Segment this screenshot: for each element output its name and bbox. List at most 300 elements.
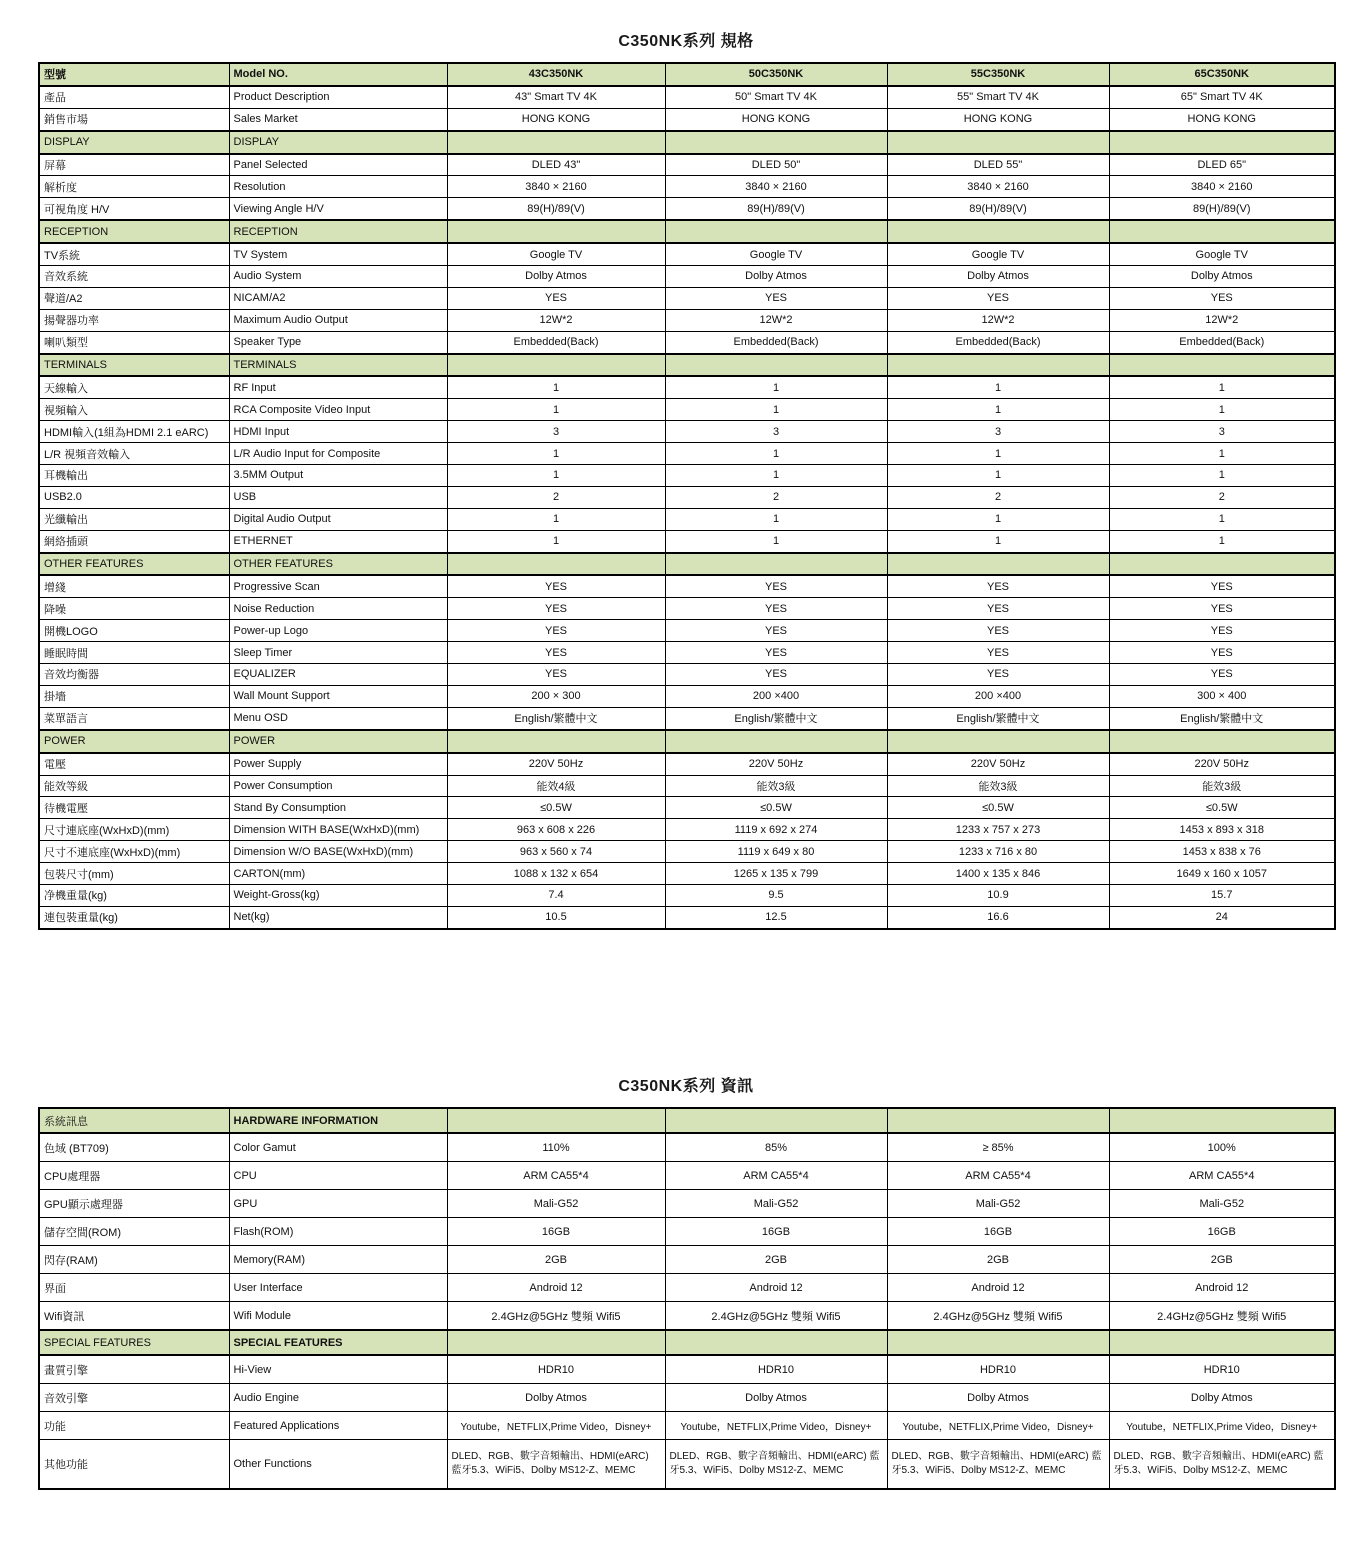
cell-memory-ram-en: Memory(RAM) <box>229 1246 447 1274</box>
cell-ethernet-value-0: 1 <box>447 530 665 552</box>
cell-model-header-value-0: 43C350NK <box>447 63 665 86</box>
cell-hardware-section-value-3 <box>1109 1108 1335 1133</box>
cell-menu-osd-value-1: English/繁體中文 <box>665 707 887 729</box>
cell-ethernet-en: ETHERNET <box>229 530 447 552</box>
cell-panel-selected-value-0: DLED 43" <box>447 154 665 176</box>
cell-weight-net-value-1: 12.5 <box>665 906 887 928</box>
cell-power-up-logo-value-1: YES <box>665 620 887 642</box>
cell-terminals-section-en: TERMINALS <box>229 354 447 377</box>
cell-reception-section-zh: RECEPTION <box>39 220 229 243</box>
cell-speaker-type-value-1: Embedded(Back) <box>665 331 887 353</box>
table-row-flash-rom <box>39 1218 1335 1246</box>
cell-other-features-section-value-0 <box>447 553 665 576</box>
cell-cpu-value-3: ARM CA55*4 <box>1109 1162 1335 1190</box>
cell-power-consumption-value-3: 能效3級 <box>1109 775 1335 797</box>
cell-speaker-type-zh: 喇叭類型 <box>39 331 229 353</box>
cell-rca-composite-input-value-1: 1 <box>665 399 887 421</box>
cell-rf-input-value-1: 1 <box>665 376 887 398</box>
cell-wifi-module-value-0: 2.4GHz@5GHz 雙頻 Wifi5 <box>447 1302 665 1331</box>
cell-display-section-value-0 <box>447 131 665 154</box>
cell-model-header-value-1: 50C350NK <box>665 63 887 86</box>
cell-progressive-scan-value-2: YES <box>887 575 1109 597</box>
cell-power-section-value-3 <box>1109 730 1335 753</box>
cell-other-functions-value-2: DLED、RGB、數字音頻輸出、HDMI(eARC) 藍牙5.3、WiFi5、Dolby MS12-Z、MEMC <box>887 1440 1109 1490</box>
cell-resolution-value-1: 3840 × 2160 <box>665 176 887 198</box>
cell-weight-gross-en: Weight-Gross(kg) <box>229 884 447 906</box>
cell-gpu-zh: GPU顯示處理器 <box>39 1190 229 1218</box>
cell-resolution-value-3: 3840 × 2160 <box>1109 176 1335 198</box>
cell-color-gamut-en: Color Gamut <box>229 1133 447 1162</box>
table-row-power-consumption <box>39 775 1335 797</box>
cell-other-features-section-value-2 <box>887 553 1109 576</box>
cell-viewing-angle-zh: 可視角度 H/V <box>39 198 229 220</box>
cell-featured-apps-value-3: Youtube，NETFLIX,Prime Video，Disney+ <box>1109 1412 1335 1440</box>
cell-panel-selected-zh: 屏幕 <box>39 154 229 176</box>
cell-sleep-timer-en: Sleep Timer <box>229 642 447 664</box>
cell-memory-ram-value-2: 2GB <box>887 1246 1109 1274</box>
cell-power-section-value-1 <box>665 730 887 753</box>
cell-dimension-with-base-value-1: 1119 x 692 x 274 <box>665 819 887 841</box>
cell-menu-osd-value-3: English/繁體中文 <box>1109 707 1335 729</box>
table-row-cpu <box>39 1162 1335 1190</box>
table-row-tv-system <box>39 243 1335 265</box>
cell-digital-audio-output-value-3: 1 <box>1109 508 1335 530</box>
cell-digital-audio-output-value-1: 1 <box>665 508 887 530</box>
table-row-menu-osd <box>39 707 1335 729</box>
cell-terminals-section-value-2 <box>887 354 1109 377</box>
cell-usb-value-0: 2 <box>447 486 665 508</box>
table-row-hdmi-input <box>39 421 1335 443</box>
cell-flash-rom-value-1: 16GB <box>665 1218 887 1246</box>
cell-audio-system-value-0: Dolby Atmos <box>447 266 665 288</box>
cell-power-consumption-value-2: 能效3級 <box>887 775 1109 797</box>
cell-weight-net-value-3: 24 <box>1109 906 1335 928</box>
cell-wall-mount-value-2: 200 ×400 <box>887 685 1109 707</box>
cell-rf-input-zh: 天線輸入 <box>39 376 229 398</box>
cell-nicam-value-3: YES <box>1109 287 1335 309</box>
cell-headphone-output-value-3: 1 <box>1109 465 1335 487</box>
cell-hi-view-zh: 畫質引擎 <box>39 1355 229 1384</box>
cell-resolution-value-0: 3840 × 2160 <box>447 176 665 198</box>
cell-hardware-section-value-2 <box>887 1108 1109 1133</box>
cell-power-section-value-0 <box>447 730 665 753</box>
cell-standby-consumption-zh: 待機電壓 <box>39 797 229 819</box>
cell-gpu-value-0: Mali-G52 <box>447 1190 665 1218</box>
cell-nicam-zh: 聲道/A2 <box>39 287 229 309</box>
cell-digital-audio-output-zh: 光纖輸出 <box>39 508 229 530</box>
cell-model-header-value-3: 65C350NK <box>1109 63 1335 86</box>
cell-featured-apps-value-1: Youtube，NETFLIX,Prime Video，Disney+ <box>665 1412 887 1440</box>
cell-rca-composite-input-value-0: 1 <box>447 399 665 421</box>
cell-speaker-type-value-2: Embedded(Back) <box>887 331 1109 353</box>
cell-ethernet-value-2: 1 <box>887 530 1109 552</box>
cell-max-audio-output-zh: 揚聲器功率 <box>39 309 229 331</box>
cell-audio-engine-zh: 音效引擎 <box>39 1384 229 1412</box>
cell-user-interface-en: User Interface <box>229 1274 447 1302</box>
cell-lr-audio-input-value-1: 1 <box>665 443 887 465</box>
cell-hdmi-input-value-2: 3 <box>887 421 1109 443</box>
cell-hi-view-value-1: HDR10 <box>665 1355 887 1384</box>
cell-viewing-angle-value-2: 89(H)/89(V) <box>887 198 1109 220</box>
table-row-audio-system <box>39 266 1335 288</box>
cell-wall-mount-value-0: 200 × 300 <box>447 685 665 707</box>
cell-power-up-logo-en: Power-up Logo <box>229 620 447 642</box>
cell-product-value-2: 55" Smart TV 4K <box>887 86 1109 108</box>
cell-viewing-angle-en: Viewing Angle H/V <box>229 198 447 220</box>
cell-panel-selected-value-2: DLED 55" <box>887 154 1109 176</box>
cell-power-up-logo-value-0: YES <box>447 620 665 642</box>
cell-gpu-en: GPU <box>229 1190 447 1218</box>
cell-weight-net-value-2: 16.6 <box>887 906 1109 928</box>
cell-featured-apps-zh: 功能 <box>39 1412 229 1440</box>
cell-cpu-en: CPU <box>229 1162 447 1190</box>
cell-weight-gross-value-2: 10.9 <box>887 884 1109 906</box>
cell-rca-composite-input-value-2: 1 <box>887 399 1109 421</box>
table-row-max-audio-output <box>39 309 1335 331</box>
cell-lr-audio-input-value-3: 1 <box>1109 443 1335 465</box>
cell-tv-system-zh: TV系統 <box>39 243 229 265</box>
table-row-noise-reduction <box>39 598 1335 620</box>
cell-rca-composite-input-en: RCA Composite Video Input <box>229 399 447 421</box>
cell-menu-osd-zh: 菜單語言 <box>39 707 229 729</box>
cell-carton-value-1: 1265 x 135 x 799 <box>665 863 887 885</box>
cell-terminals-section-value-1 <box>665 354 887 377</box>
cell-panel-selected-en: Panel Selected <box>229 154 447 176</box>
cell-tv-system-value-2: Google TV <box>887 243 1109 265</box>
table-row-ethernet <box>39 530 1335 552</box>
cell-panel-selected-value-3: DLED 65" <box>1109 154 1335 176</box>
info-table <box>38 1107 1336 1490</box>
cell-sales-market-value-1: HONG KONG <box>665 108 887 130</box>
cell-dimension-wo-base-value-1: 1119 x 649 x 80 <box>665 841 887 863</box>
cell-digital-audio-output-value-0: 1 <box>447 508 665 530</box>
cell-viewing-angle-value-3: 89(H)/89(V) <box>1109 198 1335 220</box>
cell-power-supply-value-1: 220V 50Hz <box>665 753 887 775</box>
table-row-lr-audio-input <box>39 443 1335 465</box>
cell-tv-system-value-1: Google TV <box>665 243 887 265</box>
cell-power-consumption-value-1: 能效3級 <box>665 775 887 797</box>
cell-usb-zh: USB2.0 <box>39 486 229 508</box>
cell-tv-system-value-3: Google TV <box>1109 243 1335 265</box>
table-row-hi-view <box>39 1355 1335 1384</box>
cell-special-features-section-en: SPECIAL FEATURES <box>229 1330 447 1355</box>
table-row-audio-engine <box>39 1384 1335 1412</box>
cell-power-supply-zh: 電壓 <box>39 753 229 775</box>
cell-other-features-section-zh: OTHER FEATURES <box>39 553 229 576</box>
cell-hdmi-input-value-0: 3 <box>447 421 665 443</box>
cell-sales-market-value-2: HONG KONG <box>887 108 1109 130</box>
cell-wall-mount-zh: 掛墻 <box>39 685 229 707</box>
cell-reception-section-value-2 <box>887 220 1109 243</box>
table-row-color-gamut <box>39 1133 1335 1162</box>
cell-carton-value-2: 1400 x 135 x 846 <box>887 863 1109 885</box>
table-row-viewing-angle <box>39 198 1335 220</box>
cell-hardware-section-en: HARDWARE INFORMATION <box>229 1108 447 1133</box>
cell-audio-engine-value-3: Dolby Atmos <box>1109 1384 1335 1412</box>
cell-featured-apps-value-2: Youtube，NETFLIX,Prime Video，Disney+ <box>887 1412 1109 1440</box>
cell-hdmi-input-value-3: 3 <box>1109 421 1335 443</box>
cell-model-header-zh: 型號 <box>39 63 229 86</box>
cell-resolution-zh: 解析度 <box>39 176 229 198</box>
cell-speaker-type-en: Speaker Type <box>229 331 447 353</box>
cell-reception-section-value-0 <box>447 220 665 243</box>
table-row-usb <box>39 486 1335 508</box>
cell-max-audio-output-value-3: 12W*2 <box>1109 309 1335 331</box>
cell-nicam-value-0: YES <box>447 287 665 309</box>
cell-cpu-value-0: ARM CA55*4 <box>447 1162 665 1190</box>
cell-sales-market-en: Sales Market <box>229 108 447 130</box>
cell-reception-section-en: RECEPTION <box>229 220 447 243</box>
cell-noise-reduction-value-0: YES <box>447 598 665 620</box>
table-row-weight-net <box>39 906 1335 928</box>
cell-hi-view-value-2: HDR10 <box>887 1355 1109 1384</box>
table-row-special-features-section <box>39 1330 1335 1355</box>
cell-standby-consumption-value-2: ≤0.5W <box>887 797 1109 819</box>
cell-max-audio-output-value-2: 12W*2 <box>887 309 1109 331</box>
cell-carton-en: CARTON(mm) <box>229 863 447 885</box>
cell-color-gamut-value-3: 100% <box>1109 1133 1335 1162</box>
cell-sleep-timer-value-0: YES <box>447 642 665 664</box>
cell-speaker-type-value-0: Embedded(Back) <box>447 331 665 353</box>
cell-model-header-value-2: 55C350NK <box>887 63 1109 86</box>
cell-equalizer-value-1: YES <box>665 664 887 686</box>
cell-audio-system-zh: 音效系統 <box>39 266 229 288</box>
table-row-display-section <box>39 131 1335 154</box>
cell-wall-mount-en: Wall Mount Support <box>229 685 447 707</box>
cell-weight-net-en: Net(kg) <box>229 906 447 928</box>
cell-wall-mount-value-1: 200 ×400 <box>665 685 887 707</box>
cell-wifi-module-value-1: 2.4GHz@5GHz 雙頻 Wifi5 <box>665 1302 887 1331</box>
cell-tv-system-value-0: Google TV <box>447 243 665 265</box>
cell-rca-composite-input-zh: 視頻輸入 <box>39 399 229 421</box>
cell-hardware-section-zh: 系統訊息 <box>39 1108 229 1133</box>
cell-sales-market-value-0: HONG KONG <box>447 108 665 130</box>
cell-power-section-value-2 <box>887 730 1109 753</box>
cell-memory-ram-zh: 閃存(RAM) <box>39 1246 229 1274</box>
cell-color-gamut-value-2: ≥ 85% <box>887 1133 1109 1162</box>
cell-carton-value-0: 1088 x 132 x 654 <box>447 863 665 885</box>
cell-max-audio-output-value-0: 12W*2 <box>447 309 665 331</box>
cell-noise-reduction-value-2: YES <box>887 598 1109 620</box>
cell-reception-section-value-3 <box>1109 220 1335 243</box>
cell-audio-engine-en: Audio Engine <box>229 1384 447 1412</box>
cell-user-interface-value-1: Android 12 <box>665 1274 887 1302</box>
table-row-rca-composite-input <box>39 399 1335 421</box>
cell-flash-rom-value-0: 16GB <box>447 1218 665 1246</box>
cell-sleep-timer-value-2: YES <box>887 642 1109 664</box>
cell-panel-selected-value-1: DLED 50" <box>665 154 887 176</box>
cell-viewing-angle-value-1: 89(H)/89(V) <box>665 198 887 220</box>
cell-ethernet-value-3: 1 <box>1109 530 1335 552</box>
cell-power-section-en: POWER <box>229 730 447 753</box>
cell-usb-en: USB <box>229 486 447 508</box>
cell-power-section-zh: POWER <box>39 730 229 753</box>
cell-rf-input-value-2: 1 <box>887 376 1109 398</box>
cell-audio-system-value-3: Dolby Atmos <box>1109 266 1335 288</box>
cell-hardware-section-value-0 <box>447 1108 665 1133</box>
cell-equalizer-zh: 音效均衡器 <box>39 664 229 686</box>
cell-product-zh: 產品 <box>39 86 229 108</box>
cell-sleep-timer-zh: 睡眠時間 <box>39 642 229 664</box>
table-row-power-section <box>39 730 1335 753</box>
cell-special-features-section-value-2 <box>887 1330 1109 1355</box>
cell-progressive-scan-zh: 增綫 <box>39 575 229 597</box>
table-row-power-supply <box>39 753 1335 775</box>
cell-power-consumption-en: Power Consumption <box>229 775 447 797</box>
cell-equalizer-value-3: YES <box>1109 664 1335 686</box>
cell-sales-market-zh: 銷售市場 <box>39 108 229 130</box>
cell-weight-net-value-0: 10.5 <box>447 906 665 928</box>
cell-usb-value-1: 2 <box>665 486 887 508</box>
cell-gpu-value-1: Mali-G52 <box>665 1190 887 1218</box>
cell-weight-net-zh: 連包裝重量(kg) <box>39 906 229 928</box>
cell-product-value-1: 50" Smart TV 4K <box>665 86 887 108</box>
cell-flash-rom-zh: 儲存空間(ROM) <box>39 1218 229 1246</box>
cell-memory-ram-value-1: 2GB <box>665 1246 887 1274</box>
cell-other-functions-value-0: DLED、RGB、數字音頻輸出、HDMI(eARC) 藍牙5.3、WiFi5、Dolby MS12-Z、MEMC <box>447 1440 665 1490</box>
table-row-wifi-module <box>39 1302 1335 1331</box>
cell-audio-system-value-2: Dolby Atmos <box>887 266 1109 288</box>
cell-hi-view-value-3: HDR10 <box>1109 1355 1335 1384</box>
cell-other-functions-value-1: DLED、RGB、數字音頻輸出、HDMI(eARC) 藍牙5.3、WiFi5、Dolby MS12-Z、MEMC <box>665 1440 887 1490</box>
cell-menu-osd-en: Menu OSD <box>229 707 447 729</box>
cell-max-audio-output-value-1: 12W*2 <box>665 309 887 331</box>
table-row-other-features-section <box>39 553 1335 576</box>
cell-wifi-module-zh: Wifi資訊 <box>39 1302 229 1331</box>
table-row-reception-section <box>39 220 1335 243</box>
cell-digital-audio-output-value-2: 1 <box>887 508 1109 530</box>
cell-gpu-value-2: Mali-G52 <box>887 1190 1109 1218</box>
table-row-terminals-section <box>39 354 1335 377</box>
cell-speaker-type-value-3: Embedded(Back) <box>1109 331 1335 353</box>
cell-rf-input-en: RF Input <box>229 376 447 398</box>
cell-carton-zh: 包裝尺寸(mm) <box>39 863 229 885</box>
cell-ethernet-zh: 網絡插頭 <box>39 530 229 552</box>
cell-weight-gross-zh: 净機重量(kg) <box>39 884 229 906</box>
cell-featured-apps-en: Featured Applications <box>229 1412 447 1440</box>
cell-terminals-section-value-3 <box>1109 354 1335 377</box>
cell-weight-gross-value-3: 15.7 <box>1109 884 1335 906</box>
cell-lr-audio-input-en: L/R Audio Input for Composite <box>229 443 447 465</box>
cell-equalizer-en: EQUALIZER <box>229 664 447 686</box>
table-row-featured-apps <box>39 1412 1335 1440</box>
cell-lr-audio-input-value-2: 1 <box>887 443 1109 465</box>
table-row-dimension-wo-base <box>39 841 1335 863</box>
cell-max-audio-output-en: Maximum Audio Output <box>229 309 447 331</box>
spec-table-body <box>39 63 1335 929</box>
cell-hardware-section-value-1 <box>665 1108 887 1133</box>
table-row-wall-mount <box>39 685 1335 707</box>
table-row-model-header <box>39 63 1335 86</box>
cell-equalizer-value-2: YES <box>887 664 1109 686</box>
cell-power-supply-value-0: 220V 50Hz <box>447 753 665 775</box>
cell-wifi-module-value-2: 2.4GHz@5GHz 雙頻 Wifi5 <box>887 1302 1109 1331</box>
cell-nicam-value-2: YES <box>887 287 1109 309</box>
cell-weight-gross-value-0: 7.4 <box>447 884 665 906</box>
cell-carton-value-3: 1649 x 160 x 1057 <box>1109 863 1335 885</box>
cell-progressive-scan-value-1: YES <box>665 575 887 597</box>
table-row-nicam <box>39 287 1335 309</box>
cell-display-section-value-3 <box>1109 131 1335 154</box>
cell-power-consumption-zh: 能效等級 <box>39 775 229 797</box>
table-row-sleep-timer <box>39 642 1335 664</box>
cell-product-en: Product Description <box>229 86 447 108</box>
cell-power-supply-en: Power Supply <box>229 753 447 775</box>
cell-power-up-logo-zh: 開機LOGO <box>39 620 229 642</box>
cell-headphone-output-zh: 耳機輸出 <box>39 465 229 487</box>
cell-progressive-scan-value-3: YES <box>1109 575 1335 597</box>
cell-hdmi-input-value-1: 3 <box>665 421 887 443</box>
cell-hdmi-input-zh: HDMI輸入(1組為HDMI 2.1 eARC) <box>39 421 229 443</box>
cell-color-gamut-value-0: 110% <box>447 1133 665 1162</box>
cell-tv-system-en: TV System <box>229 243 447 265</box>
cell-nicam-en: NICAM/A2 <box>229 287 447 309</box>
table-row-product <box>39 86 1335 108</box>
cell-power-supply-value-2: 220V 50Hz <box>887 753 1109 775</box>
cell-power-supply-value-3: 220V 50Hz <box>1109 753 1335 775</box>
cell-usb-value-3: 2 <box>1109 486 1335 508</box>
cell-equalizer-value-0: YES <box>447 664 665 686</box>
cell-dimension-wo-base-en: Dimension W/O BASE(WxHxD)(mm) <box>229 841 447 863</box>
cell-user-interface-value-0: Android 12 <box>447 1274 665 1302</box>
table-row-progressive-scan <box>39 575 1335 597</box>
cell-flash-rom-value-3: 16GB <box>1109 1218 1335 1246</box>
table-row-standby-consumption <box>39 797 1335 819</box>
table-row-weight-gross <box>39 884 1335 906</box>
cell-lr-audio-input-zh: L/R 視頻音效輸入 <box>39 443 229 465</box>
cell-hi-view-value-0: HDR10 <box>447 1355 665 1384</box>
table-row-other-functions <box>39 1440 1335 1490</box>
cell-flash-rom-value-2: 16GB <box>887 1218 1109 1246</box>
cell-dimension-with-base-en: Dimension WITH BASE(WxHxD)(mm) <box>229 819 447 841</box>
cell-model-header-en: Model NO. <box>229 63 447 86</box>
cell-display-section-en: DISPLAY <box>229 131 447 154</box>
cell-terminals-section-value-0 <box>447 354 665 377</box>
cell-wifi-module-value-3: 2.4GHz@5GHz 雙頻 Wifi5 <box>1109 1302 1335 1331</box>
cell-terminals-section-zh: TERMINALS <box>39 354 229 377</box>
cell-color-gamut-value-1: 85% <box>665 1133 887 1162</box>
cell-standby-consumption-en: Stand By Consumption <box>229 797 447 819</box>
cell-menu-osd-value-2: English/繁體中文 <box>887 707 1109 729</box>
cell-gpu-value-3: Mali-G52 <box>1109 1190 1335 1218</box>
cell-headphone-output-value-1: 1 <box>665 465 887 487</box>
cell-lr-audio-input-value-0: 1 <box>447 443 665 465</box>
cell-hdmi-input-en: HDMI Input <box>229 421 447 443</box>
cell-headphone-output-en: 3.5MM Output <box>229 465 447 487</box>
cell-power-consumption-value-0: 能效4級 <box>447 775 665 797</box>
cell-other-functions-value-3: DLED、RGB、數字音頻輸出、HDMI(eARC) 藍牙5.3、WiFi5、Dolby MS12-Z、MEMC <box>1109 1440 1335 1490</box>
cell-user-interface-value-3: Android 12 <box>1109 1274 1335 1302</box>
cell-weight-gross-value-1: 9.5 <box>665 884 887 906</box>
cell-special-features-section-zh: SPECIAL FEATURES <box>39 1330 229 1355</box>
cell-dimension-with-base-value-0: 963 x 608 x 226 <box>447 819 665 841</box>
cell-audio-system-en: Audio System <box>229 266 447 288</box>
table-row-hardware-section <box>39 1108 1335 1133</box>
cell-special-features-section-value-3 <box>1109 1330 1335 1355</box>
cell-dimension-with-base-zh: 尺寸連底座(WxHxD)(mm) <box>39 819 229 841</box>
cell-power-up-logo-value-3: YES <box>1109 620 1335 642</box>
cell-sleep-timer-value-3: YES <box>1109 642 1335 664</box>
cell-standby-consumption-value-1: ≤0.5W <box>665 797 887 819</box>
cell-wall-mount-value-3: 300 × 400 <box>1109 685 1335 707</box>
table-row-user-interface <box>39 1274 1335 1302</box>
info-table-title: C350NK系列 資訊 <box>618 1078 754 1095</box>
spec-table <box>38 62 1336 930</box>
cell-hi-view-en: Hi-View <box>229 1355 447 1384</box>
cell-audio-system-value-1: Dolby Atmos <box>665 266 887 288</box>
cell-rf-input-value-3: 1 <box>1109 376 1335 398</box>
cell-other-functions-zh: 其他功能 <box>39 1440 229 1490</box>
